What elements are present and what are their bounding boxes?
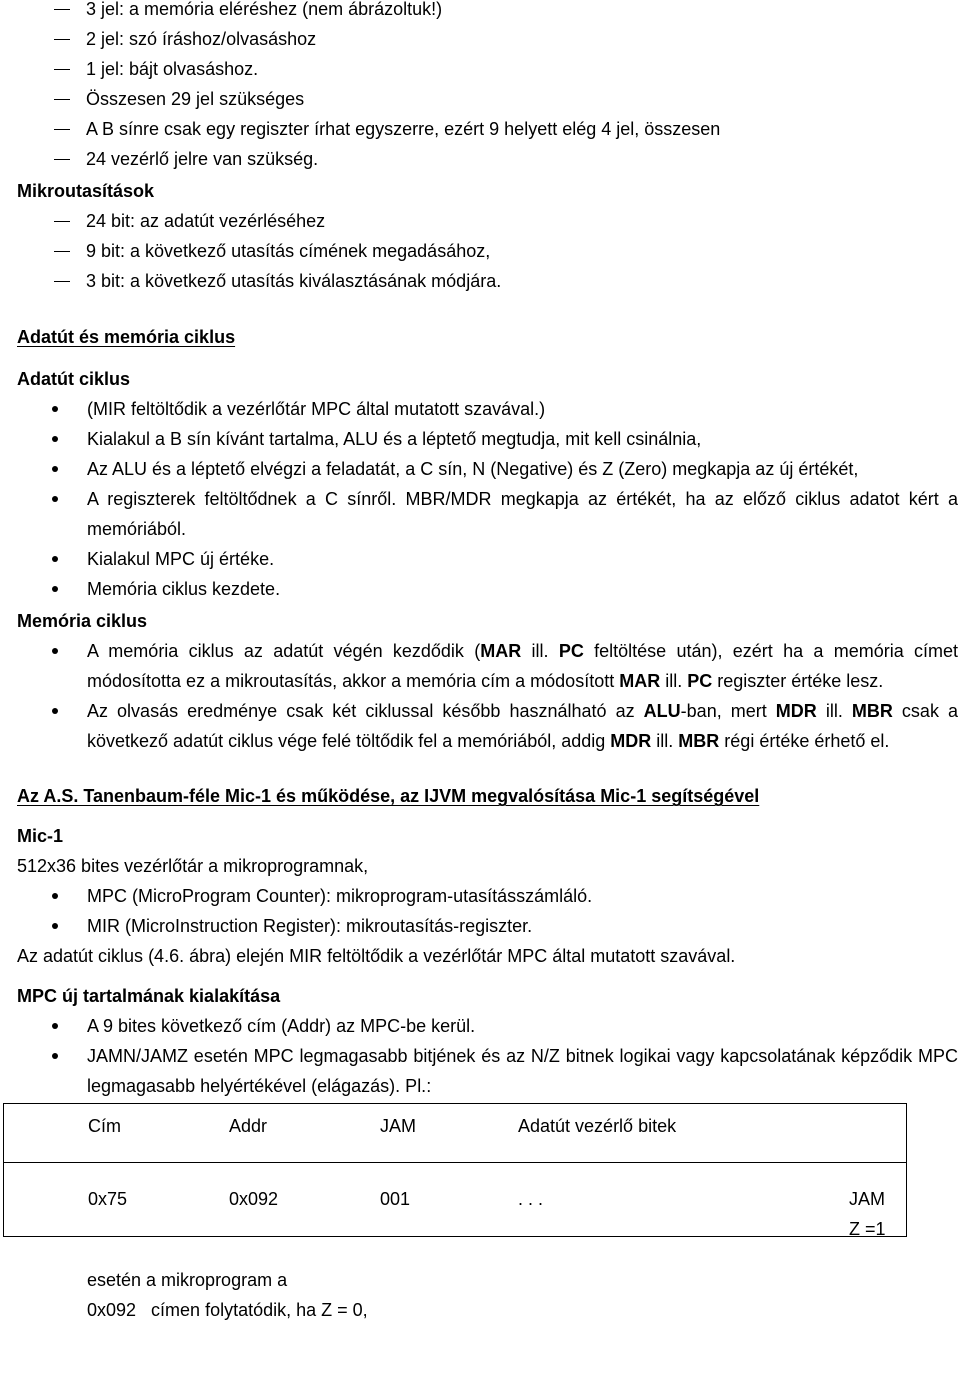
- mic1-list: [0, 881, 960, 941]
- table-header-row: [4, 1104, 906, 1162]
- list-item: Kialakul a B sín kívánt tartalma, ALU és a léptető megtudja, mit kell csinálnia,: [0, 424, 960, 454]
- after-table-line: 0x092 címen folytatódik, ha Z = 0,: [87, 1300, 368, 1320]
- mic1-heading: Mic-1: [17, 826, 64, 846]
- table-cell: JAM: [849, 1189, 885, 1209]
- datapath-cycle-list: [0, 394, 960, 604]
- table-row: [4, 1162, 906, 1239]
- list-item: Az ALU és a léptető elvégzi a feladatát, a C sín, N (Negative) és Z (Zero) megkapja az új értékét,: [0, 454, 960, 484]
- list-item: 2 jel: szó íráshoz/olvasáshoz: [0, 24, 960, 54]
- table-header-cell: Addr: [229, 1116, 268, 1136]
- list-item: Kialakul MPC új értéke.: [0, 544, 960, 574]
- list-item: Memória ciklus kezdete.: [0, 574, 960, 604]
- section-title-datapath-memory: Adatút és memória ciklus: [17, 327, 236, 347]
- list-item: 3 jel: a memória eléréshez (nem ábrázoltuk!): [0, 0, 960, 24]
- list-item: A B sínre csak egy regiszter írhat egyszerre, ezért 9 helyett elég 4 jel, összesen: [0, 114, 960, 144]
- signal-list: [0, 0, 960, 174]
- mpc-heading: MPC új tartalmának kialakítása: [17, 986, 281, 1006]
- mic1-line: Az adatút ciklus (4.6. ábra) elején MIR feltöltődik a vezérlőtár MPC által mutatott szavával.: [17, 946, 736, 966]
- table-cell: . . .: [518, 1189, 544, 1209]
- mpc-list: [0, 1011, 960, 1101]
- list-item: 1 jel: bájt olvasáshoz.: [0, 54, 960, 84]
- list-item: 24 vezérlő jelre van szükség.: [0, 144, 960, 174]
- list-item: 24 bit: az adatút vezérléséhez: [0, 206, 960, 236]
- mic1-line: 512x36 bites vezérlőtár a mikroprogramnak,: [17, 856, 369, 876]
- list-item: MPC (MicroProgram Counter): mikroprogram-utasításszámláló.: [0, 881, 960, 911]
- list-item: Az olvasás eredménye csak két ciklussal később használható az ALU-ban, mert MDR ill. MBR csak a következő adatút ciklus vége felé töltődik fel a memóriából, addig MDR ill. MBR régi értéke érhető el.: [0, 696, 960, 756]
- after-table-line: esetén a mikroprogram a: [87, 1270, 288, 1290]
- microinstructions-heading: Mikroutasítások: [17, 181, 155, 201]
- table-header-cell: Cím: [88, 1116, 121, 1136]
- microinstructions-list: [0, 206, 960, 296]
- list-item: Összesen 29 jel szükséges: [0, 84, 960, 114]
- list-item: JAMN/JAMZ esetén MPC legmagasabb bitjének és az N/Z bitnek logikai vagy kapcsolatának képződik MPC legmagasabb helyértékével (elágazás). Pl.:: [0, 1041, 960, 1101]
- datapath-cycle-heading: Adatút ciklus: [17, 369, 131, 389]
- memory-cycle-heading: Memória ciklus: [17, 611, 148, 631]
- table-cell: 0x75: [88, 1189, 128, 1209]
- table-header-cell: Adatút vezérlő bitek: [518, 1116, 677, 1136]
- list-item: A 9 bites következő cím (Addr) az MPC-be kerül.: [0, 1011, 960, 1041]
- table-cell: 0x092: [229, 1189, 279, 1209]
- microinstruction-table: [3, 1103, 907, 1237]
- section-title-mic1: Az A.S. Tanenbaum-féle Mic-1 és működése, az IJVM megvalósítása Mic-1 segítségével: [17, 786, 760, 806]
- list-item: 9 bit: a következő utasítás címének megadásához,: [0, 236, 960, 266]
- memory-cycle-list: [0, 636, 960, 756]
- table-cell: 001: [380, 1189, 411, 1209]
- list-item: A regiszterek feltöltődnek a C sínről. MBR/MDR megkapja az értékét, ha az előző ciklus adatot kért a memóriából.: [0, 484, 960, 544]
- list-item: (MIR feltöltődik a vezérlőtár MPC által mutatott szavával.): [0, 394, 960, 424]
- list-item: 3 bit: a következő utasítás kiválasztásának módjára.: [0, 266, 960, 296]
- table-cell: Z =1: [849, 1219, 886, 1239]
- table-header-cell: JAM: [380, 1116, 416, 1136]
- list-item: A memória ciklus az adatút végén kezdődik (MAR ill. PC feltöltése után), ezért ha a memória címet módosította ez a mikroutasítás, akkor a memória cím a módosított MAR ill. PC regiszter értéke lesz.: [0, 636, 960, 696]
- list-item: MIR (MicroInstruction Register): mikroutasítás-regiszter.: [0, 911, 960, 941]
